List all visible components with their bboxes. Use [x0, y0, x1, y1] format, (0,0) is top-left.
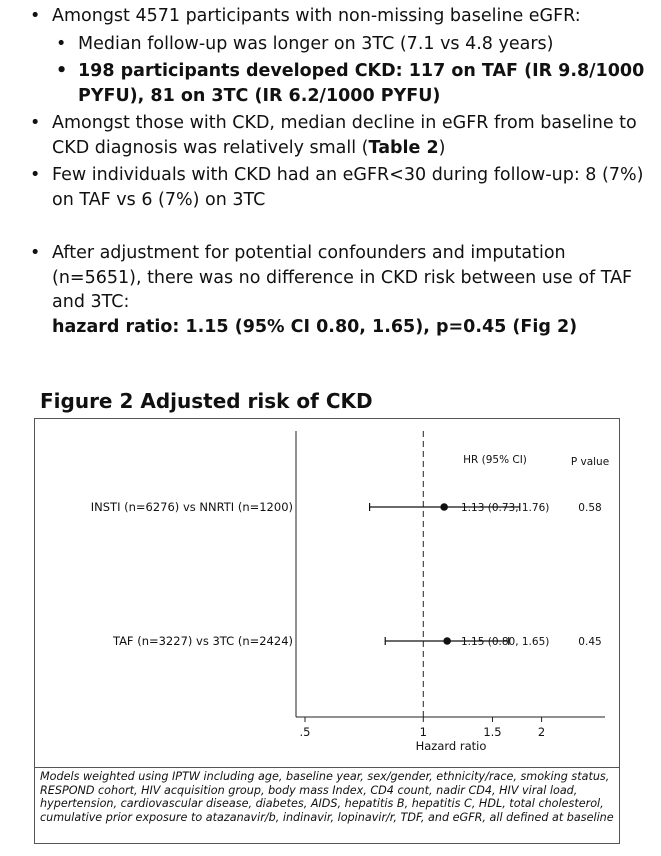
- row-label: INSTI (n=6276) vs NNRTI (n=1200): [90, 500, 293, 514]
- forest-plot: [35, 419, 621, 769]
- egfr-decline-text: Amongst those with CKD, median decline in eGFR from baseline to CKD diagnosis was relatively small (: [52, 113, 637, 158]
- p-value-text: 0.58: [578, 502, 602, 514]
- hr-column-header: HR (95% CI): [463, 454, 527, 466]
- point-estimate: [443, 637, 451, 645]
- bullet-egfr-decline: [30, 111, 650, 160]
- x-axis-label: Hazard ratio: [415, 739, 487, 753]
- figure-title: Figure 2 Adjusted risk of CKD: [40, 389, 373, 413]
- table-2-ref: Table 2: [368, 137, 439, 158]
- hr-value-text: 1.15 (0.80, 1.65): [461, 636, 550, 648]
- hr-value-text: 1.13 (0.73, 1.76): [461, 502, 550, 514]
- p-value-text: 0.45: [578, 636, 602, 648]
- point-estimate: [440, 503, 448, 511]
- bullet-adjustment: [30, 241, 650, 339]
- bullet-ckd-developed: • 198 participants developed CKD: 117 on TAF (IR 9.8/1000 PYFU), 81 on 3TC (IR 6.2/1000 PYFU): [56, 59, 650, 108]
- x-tick-label: 2: [537, 725, 546, 739]
- forest-plot-panel: [34, 418, 620, 768]
- x-tick-label: .5: [299, 725, 311, 739]
- bullet-list: [30, 4, 650, 339]
- p-value-column-header: P value: [570, 456, 610, 468]
- bullet-follow-up: • Median follow-up was longer on 3TC (7.1 vs 4.8 years): [56, 32, 650, 57]
- hazard-ratio-result: hazard ratio: 1.15 (95% CI 0.80, 1.65), p=0.45 (Fig 2): [52, 316, 578, 337]
- footnote: Models weighted using IPTW including age, baseline year, sex/gender, ethnicity/race, smoking status, RESPOND cohort, HIV acquisition group, body mass Index, CD4 count, nadir CD4, HIV viral load, hypertension, cardiovascular disease, diabetes, AIDS, hepatitis B, hepatitis C, HDL, total cholesterol, cumulative prior exposure to atazanavir/b, indinavir, lopinavir/r, TDF, and eGFR, all defined at baseline: [34, 767, 620, 844]
- egfr-decline-end: ): [438, 137, 446, 158]
- x-tick-label: 1: [419, 725, 427, 739]
- row-label: TAF (n=3227) vs 3TC (n=2424): [112, 634, 293, 648]
- x-tick-label: 1.5: [483, 725, 502, 739]
- adjustment-text: After adjustment for potential confounders and imputation (n=5651), there was no difference in CKD risk between use of TAF and 3TC:: [52, 243, 633, 312]
- bullet-egfr-below-30: • Few individuals with CKD had an eGFR<30 during follow-up: 8 (7%) on TAF vs 6 (7%) on 3TC: [30, 163, 650, 212]
- bullet-participants: • Amongst 4571 participants with non-missing baseline eGFR:: [30, 4, 650, 29]
